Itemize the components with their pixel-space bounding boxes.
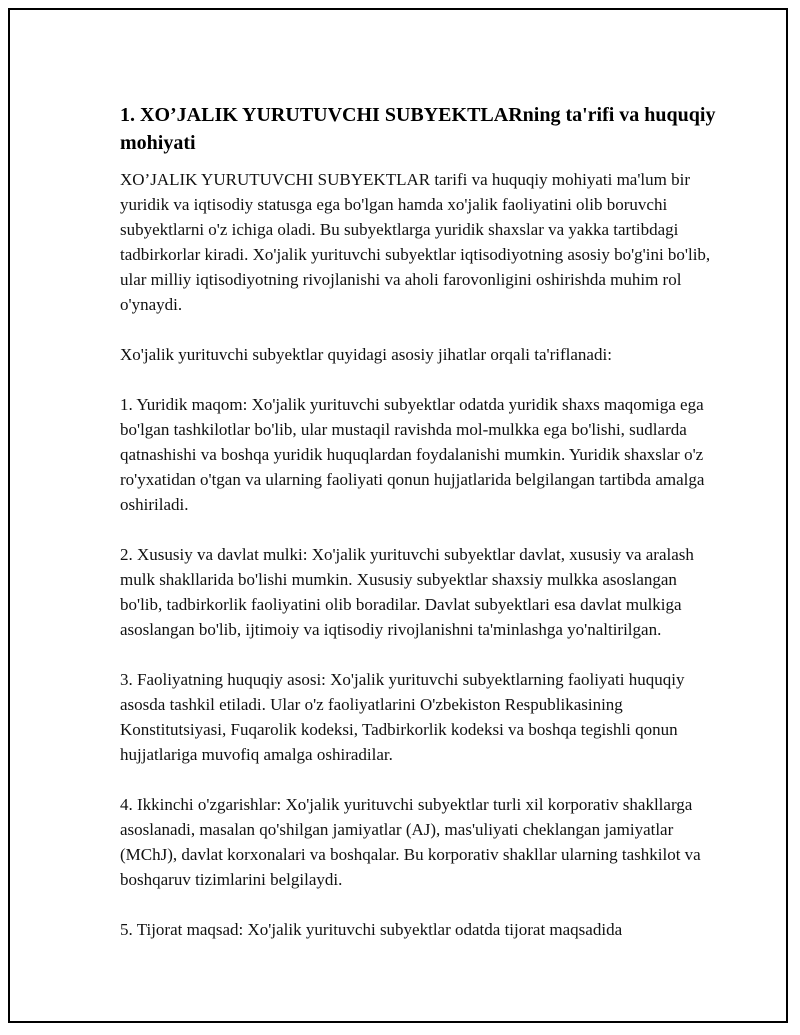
paragraph-corporate-forms: 4. Ikkinchi o'zgarishlar: Xo'jalik yurituvchi subyektlar turli xil korporativ shakllarga asoslanadi, masalan qo'shilgan jamiyatlar (AJ), mas'uliyati cheklangan jamiyatlar (MChJ), davlat korxonalari va boshqalar. Bu korporativ shakllar ularning tashkilot va boshqaruv tizimlarini belgilaydi. — [120, 795, 701, 889]
document-page — [8, 8, 788, 1023]
paragraph-aspects-lead: Xo'jalik yurituvchi subyektlar quyidagi asosiy jihatlar orqali ta'riflanadi: — [120, 345, 612, 364]
document-title: 1. XO’JALIK YURUTUVCHI SUBYEKTLARning ta'rifi va huquqiy mohiyati — [120, 104, 716, 154]
paragraph-intro: XO’JALIK YURUTUVCHI SUBYEKTLAR tarifi va huquqiy mohiyati ma'lum bir yuridik va iqtisodiy statusga ega bo'lgan hamda xo'jalik faoliyatini olib boruvchi subyektlarni o'z ichiga oladi. Bu subyektlarga yuridik shaxslar va yakka tartibdagi tadbirkorlar kiradi. Xo'jalik yurituvchi subyektlar iqtisodiyotning asosiy bo'g'ini bo'lib, ular milliy iqtisodiyotning rivojlanishi va aholi farovonligini oshirishda muhim rol o'ynaydi. — [120, 170, 711, 314]
paragraph-legal-status: 1. Yuridik maqom: Xo'jalik yurituvchi subyektlar odatda yuridik shaxs maqomiga ega bo'lgan tashkilotlar bo'lib, ular mustaqil ravishda mol-mulkka ega bo'lishi, sudlarda qatnashishi va boshqa yuridik huquqlardan foydalanishi mumkin. Yuridik shaxslar o'z ro'yxatidan o'tgan va ularning faoliyati qonun hujjatlarida belgilangan tartibda amalga oshiriladi. — [120, 395, 705, 514]
document-body — [120, 101, 720, 942]
paragraph-legal-basis: 3. Faoliyatning huquqiy asosi: Xo'jalik yurituvchi subyektlarning faoliyati huquqiy asosda tashkil etiladi. Ular o'z faoliyatlarini O'zbekiston Respublikasining Konstitutsiyasi, Fuqarolik kodeksi, Tadbirkorlik kodeksi va boshqa tegishli qonun hujjatlariga muvofiq amalga oshiradilar. — [120, 670, 685, 764]
paragraph-ownership: 2. Xususiy va davlat mulki: Xo'jalik yurituvchi subyektlar davlat, xususiy va aralash mulk shakllarida bo'lishi mumkin. Xususiy subyektlar shaxsiy mulkka asoslangan bo'lib, tadbirkorlik faoliyatini olib boradilar. Davlat subyektlari esa davlat mulkiga asoslangan bo'lib, ijtimoiy va iqtisodiy rivojlanishni ta'minlashga yo'naltirilgan. — [120, 545, 694, 639]
paragraph-commercial-purpose: 5. Tijorat maqsad: Xo'jalik yurituvchi subyektlar odatda tijorat maqsadida — [120, 920, 623, 939]
